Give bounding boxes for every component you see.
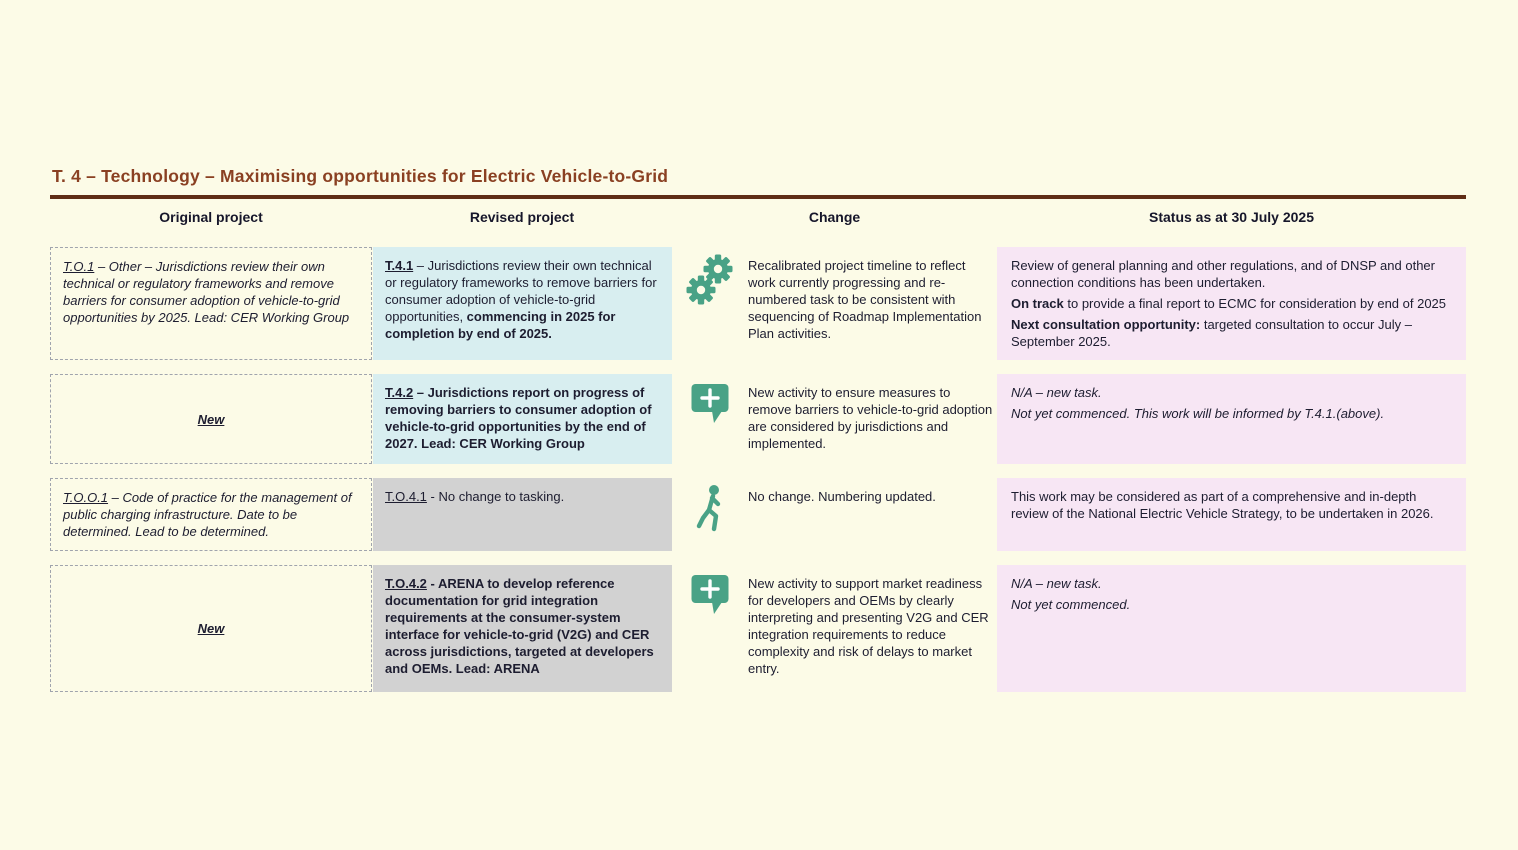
original-project-cell [50, 247, 372, 360]
change-text: Recalibrated project timeline to reflect work currently progressing and re-numbered task to be consistent with sequencing of Roadmap Implementation Plan activities. [748, 258, 982, 341]
revised-project-text: T.O.4.2 - ARENA to develop reference documentation for grid integration requirements at the consumer-system interface for vehicle-to-grid (V2G) and CER across jurisdictions, targeted at developers and OEMs. Lead: ARENA [385, 576, 654, 676]
new-task-label: New [197, 621, 225, 636]
revised-project-cell [373, 565, 672, 692]
revised-project-cell [373, 374, 672, 464]
task-id: T.4.2 [385, 385, 414, 400]
task-id: T.O.4.1 [385, 489, 427, 504]
status-cell: N/A – new task. Not yet commenced. [997, 565, 1466, 692]
revised-project-text: T.4.1 – Jurisdictions review their own technical or regulatory frameworks to remove barriers for consumer adoption of vehicle-to-grid opportunities, commencing in 2025 for completion by end of 2025. [385, 258, 657, 341]
change-cell [672, 374, 997, 464]
new-task-label: New [197, 411, 225, 427]
change-text: No change. Numbering updated. [748, 489, 936, 504]
task-id: T.O.1 [63, 259, 95, 274]
table-row [50, 247, 1466, 360]
status-cell: Review of general planning and other regulations, and of DNSP and other connection conditions has been undertaken. On track to provide a final report to ECMC for consideration by end of 2025 Next consultation opportunity: targeted consultation to occur July – September 2025. [997, 247, 1466, 360]
change-text: New activity to ensure measures to remove barriers to vehicle-to-grid adoption are considered by jurisdictions and implemented. [748, 385, 993, 451]
title-rule [50, 195, 1466, 199]
task-id: T.O.O.1 [63, 490, 109, 505]
column-header-status: Status as at 30 July 2025 [1149, 209, 1314, 225]
task-id: T.O.4.2 [385, 576, 427, 591]
plus-comment-icon [686, 571, 736, 615]
table-row [50, 478, 1466, 551]
walking-person-icon [686, 484, 736, 534]
original-project-cell [50, 374, 372, 464]
revised-project-cell [373, 478, 672, 551]
page-title: T. 4 – Technology – Maximising opportunities for Electric Vehicle-to-Grid [52, 166, 669, 186]
change-cell [672, 565, 997, 692]
revised-project-text: T.4.2 – Jurisdictions report on progress of removing barriers to consumer adoption of vehicle-to-grid opportunities by the end of 2027. Lead: CER Working Group [385, 385, 652, 451]
original-project-text: T.O.O.1 – Code of practice for the management of public charging infrastructure. Date to be determined. Lead to be determined. [63, 490, 352, 539]
change-cell [672, 247, 997, 360]
change-cell [672, 478, 997, 551]
column-header-revised-project: Revised project [469, 209, 575, 225]
original-project-cell [50, 478, 372, 551]
column-header-original-project: Original project [159, 209, 263, 225]
table-row [50, 374, 1466, 464]
revised-project-cell [373, 247, 672, 360]
revised-project-text: T.O.4.1 - No change to tasking. [385, 489, 565, 504]
table-row [50, 565, 1466, 692]
task-id: T.4.1 [385, 258, 414, 273]
original-project-cell [50, 565, 372, 692]
change-text: New activity to support market readiness for developers and OEMs by clearly interpreting and presenting V2G and CER integration requirements to reduce complexity and risk of delays to market entry. [748, 576, 989, 676]
table-header-row [50, 209, 1466, 225]
original-project-text: T.O.1 – Other – Jurisdictions review their own technical or regulatory frameworks and remove barriers for consumer adoption of vehicle-to-grid opportunities by 2025. Lead: CER Working Group [63, 259, 350, 325]
status-cell: This work may be considered as part of a comprehensive and in-depth review of the National Electric Vehicle Strategy, to be undertaken in 2026. [997, 478, 1466, 551]
column-header-change: Change [808, 209, 861, 225]
status-cell: N/A – new task. Not yet commenced. This work will be informed by T.4.1.(above). [997, 374, 1466, 464]
gears-icon [686, 253, 736, 307]
plus-comment-icon [686, 380, 736, 424]
